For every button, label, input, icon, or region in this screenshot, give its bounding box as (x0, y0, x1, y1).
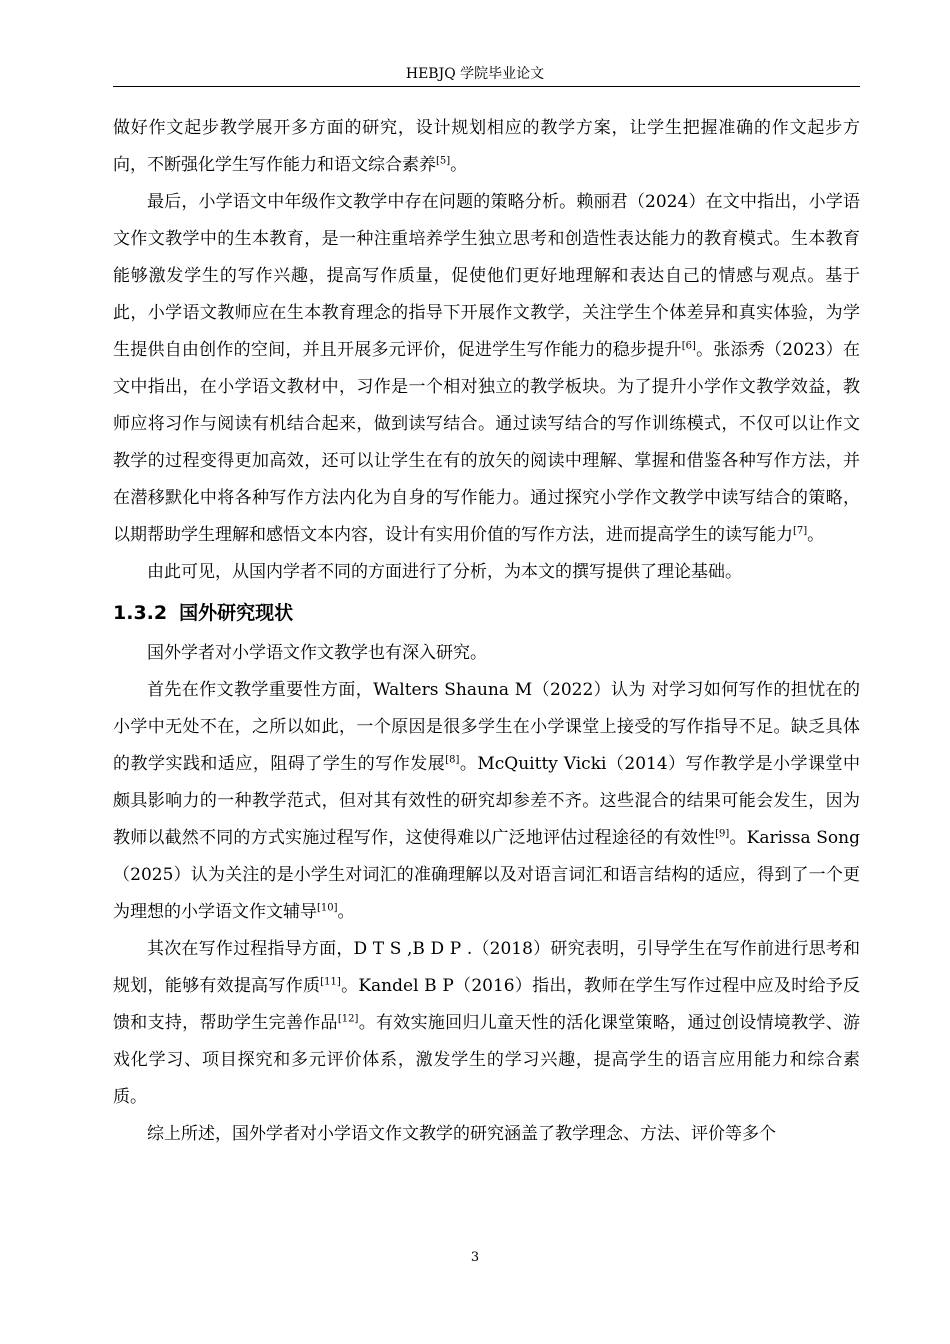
paragraph (113, 672, 860, 931)
section-title: 国外研究现状 (179, 602, 294, 624)
citation-marker: [6] (681, 340, 696, 352)
text-run: 由此可见，从国内学者不同的方面进行了分析，为本文的撰写提供了理论基础。 (147, 562, 742, 582)
paragraph (113, 635, 860, 672)
citation-marker: [11] (320, 976, 341, 988)
citation-marker: [5] (436, 155, 451, 167)
paragraph (113, 931, 860, 1116)
citation-marker: [7] (793, 525, 808, 537)
citation-marker: [12] (337, 1013, 359, 1025)
text-run: 最后，小学语文中年级作文教学中存在问题的策略分析。赖丽君（2024）在文中指出，小学语文作文教学中的生本教育，是一种注重培养学生独立思考和创造性表达能力的教育模式。生本教育能够激发学生的写作兴趣，提高写作质量，促使他们更好地理解和表达自己的情感与观点。基于此，小学语文教师应在生本教育理念的指导下开展作文教学，关注学生个体差异和真实体验，为学生提供自由创作的空间，并且开展多元评价，促进学生写作能力的稳步提升 (113, 192, 860, 360)
citation-marker: [9] (715, 828, 730, 840)
header-rule (113, 86, 860, 87)
text-run: 首先在作文教学重要性方面，Walters Shauna M（2022）认为 对学习如何写作的担忧在的小学中无处不在，之所以如此，一个原因是很多学生在小学课堂上接受的写作指导不足。缺乏具体的教学实践和适应，阻碍了学生的写作发展 (113, 680, 860, 774)
text-run: 。有效实施回归儿童天性的活化课堂策略，通过创设情境教学、游戏化学习、项目探究和多元评价体系，激发学生的学习兴趣，提高学生的语言应用能力和综合素质。 (113, 1013, 860, 1107)
section-number: 1.3.2 (113, 602, 168, 624)
paragraph (113, 1116, 860, 1153)
text-run: 其次在写作过程指导方面，D T S ,B D P .（2018）研究表明，引导学生在写作前进行思考和规划，能够有效提高写作质 (113, 939, 860, 996)
text-run: 综上所述，国外学者对小学语文作文教学的研究涵盖了教学理念、方法、评价等多个 (147, 1124, 776, 1144)
text-run: 。 (337, 902, 355, 922)
running-header: HEBJQ 学院毕业论文 (405, 66, 545, 82)
text-run: 。Karissa Song（2025）认为关注的是小学生对词汇的准确理解以及对语言词汇和语言结构的适应，得到了一个更为理想的小学语文作文辅导 (113, 828, 860, 922)
text-run: 做好作文起步教学展开多方面的研究，设计规划相应的教学方案，让学生把握准确的作文起步方向，不断强化学生写作能力和语文综合素养 (113, 118, 860, 175)
text-run: 。张添秀（2023）在文中指出，在小学语文教材中，习作是一个相对独立的教学板块。为了提升小学作文教学效益，教师应将习作与阅读有机结合起来，做到读写结合。通过读写结合的写作训练模式，不仅可以让作文教学的过程变得更加高效，还可以让学生在有的放矢的阅读中理解、掌握和借鉴各种写作方法，并在潜移默化中将各种写作方法内化为自身的写作能力。通过探究小学作文教学中读写结合的策略，以期帮助学生理解和感悟文本内容，设计有实用价值的写作方法，进而提高学生的读写能力 (113, 340, 861, 545)
text-run: 。 (807, 525, 825, 545)
section-heading (113, 591, 860, 635)
citation-marker: [8] (445, 754, 460, 766)
paragraph (113, 110, 860, 184)
text-run: 。Kandel B P（2016）指出，教师在学生写作过程中应及时给予反馈和支持，帮助学生完善作品 (113, 976, 861, 1033)
paragraph (113, 184, 860, 554)
body-content (113, 110, 860, 1153)
page-number: 3 (470, 1250, 480, 1265)
paragraph (113, 554, 860, 591)
text-run: 国外学者对小学语文作文教学也有深入研究。 (147, 643, 487, 663)
citation-marker: [10] (317, 902, 338, 914)
text-run: 。McQuitty Vicki（2014）写作教学是小学课堂中颇具影响力的一种教学范式，但对其有效性的研究却参差不齐。这些混合的结果可能会发生，因为教师以截然不同的方式实施过程写作，这使得难以广泛地评估过程途径的有效性 (113, 754, 861, 848)
text-run: 。 (450, 155, 468, 175)
